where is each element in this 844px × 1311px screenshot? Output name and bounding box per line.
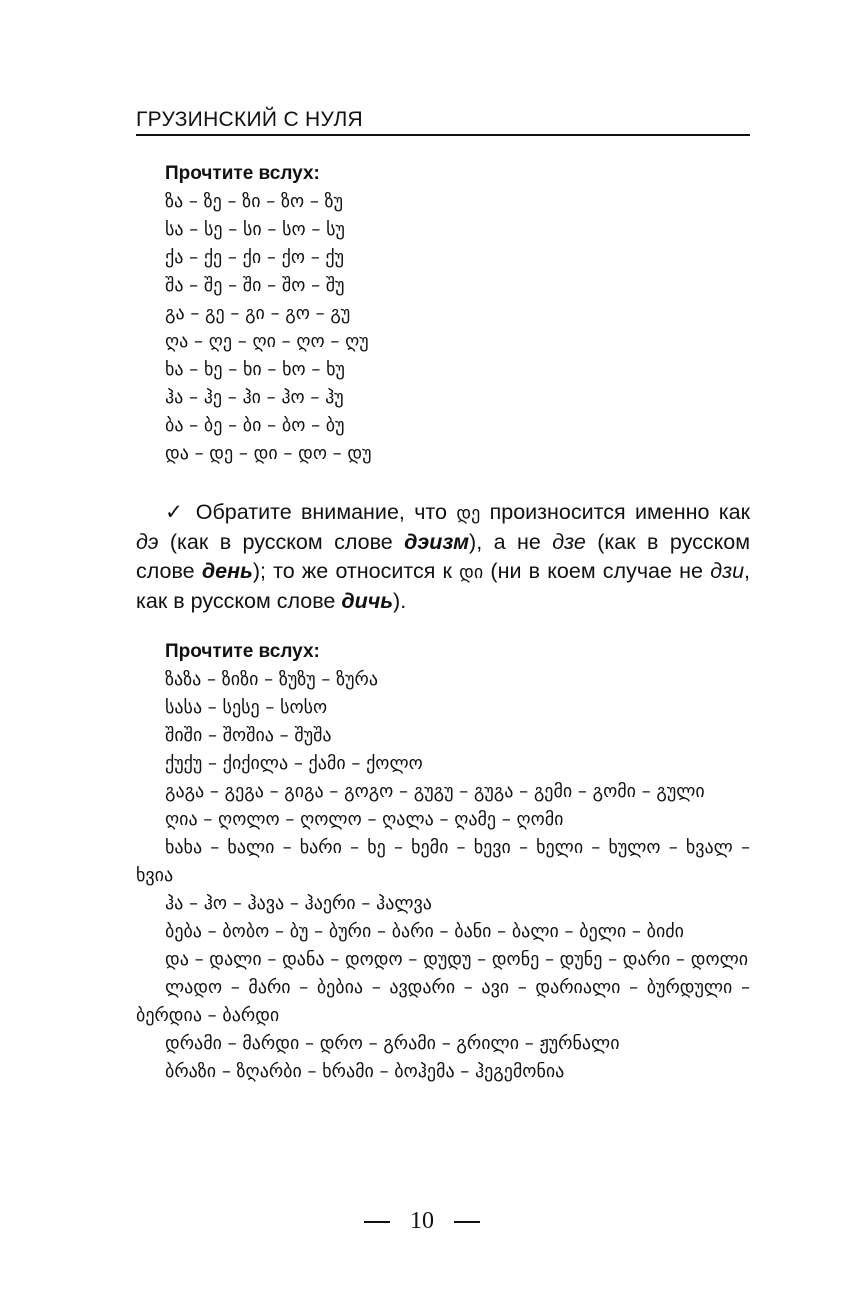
- syllable-row: ქა – ქე – ქი – ქო – ქუ: [165, 247, 345, 268]
- exercise-2: [136, 638, 750, 1086]
- note-text: (как в русском слове: [136, 530, 751, 583]
- word-row: ბება – ბობო – ბუ – ბური – ბარი – ბანი – ბალი – ბელი – ბიძი: [165, 921, 684, 942]
- note-text: ); то же относится к: [252, 559, 460, 583]
- exercise-2-heading: Прочтите вслух:: [165, 641, 320, 662]
- word-row: ქუქუ – ქიქილა – ქამი – ქოლო: [165, 753, 423, 774]
- exercise-1-heading: Прочтите вслух:: [165, 163, 320, 184]
- note-text: ), а не: [469, 530, 553, 554]
- note-italic: дэ: [136, 530, 159, 554]
- word-row: ზაზა – ზიზი – ზუზუ – ზურა: [165, 669, 378, 690]
- syllable-row: გა – გე – გი – გო – გუ: [165, 303, 351, 324]
- checkmark-icon: ✓: [165, 500, 187, 524]
- note-text: ).: [393, 589, 407, 613]
- word-row: ჰა – ჰო – ჰავა – ჰაერი – ჰალვა: [165, 893, 432, 914]
- word-row: ლადო – მარი – ბებია – ავდარი – ავი – დარიალი – ბურდული – ბერდია – ბარდი: [136, 977, 750, 1026]
- syllable-row: შა – შე – ში – შო – შუ: [165, 275, 345, 296]
- word-row: ხახა – ხალი – ხარი – ხე – ხემი – ხევი – ხელი – ხულო – ხვალ – ხვია: [136, 837, 750, 886]
- note-text: произносится именно как: [480, 500, 751, 524]
- syllable-row: და – დე – დი – დო – დუ: [165, 443, 372, 464]
- word-row: შიში – შოშია – შუშა: [165, 725, 332, 746]
- word-row: დრამი – მარდი – დრო – გრამი – გრილი – ჟურნალი: [165, 1033, 620, 1054]
- page-number: [0, 1208, 844, 1235]
- note-text: (как в русском слове: [158, 530, 405, 554]
- note-text: , как в русском слове: [136, 559, 751, 613]
- note-text: (ни в коем случае не: [483, 559, 711, 583]
- dash-right: [454, 1221, 480, 1223]
- syllable-row: სა – სე – სი – სო – სუ: [165, 219, 345, 240]
- note-paragraph: [136, 498, 750, 616]
- syllable-row: ზა – ზე – ზი – ზო – ზუ: [165, 191, 343, 212]
- word-row: სასა – სესე – სოსო: [165, 697, 328, 718]
- syllable-row: ღა – ღე – ღი – ღო – ღუ: [165, 331, 369, 352]
- word-row: ღია – ღოლო – ღოლო – ღალა – ღამე – ღომი: [165, 809, 564, 830]
- note-italic: дзи: [710, 559, 745, 583]
- word-row: გაგა – გეგა – გიგა – გოგო – გუგუ – გუგა – გემი – გომი – გული: [165, 781, 705, 802]
- syllable-row: ხა – ხე – ხი – ხო – ხუ: [165, 359, 345, 380]
- note-bold: дичь: [341, 589, 394, 613]
- word-row: და – დალი – დანა – დოდო – დუდუ – დონე – დუნე – დარი – დოლი: [165, 949, 749, 970]
- note-georgian: დი: [459, 562, 484, 583]
- note-bold: дэизм: [404, 530, 470, 554]
- word-row: ბრაზი – ზღარბი – ხრამი – ბოჰემა – ჰეგემონია: [165, 1061, 565, 1082]
- running-header: ГРУЗИНСКИЙ С НУЛЯ: [136, 108, 364, 131]
- exercise-1: [165, 160, 372, 468]
- syllable-row: ჰა – ჰე – ჰი – ჰო – ჰუ: [165, 387, 344, 408]
- note-bold: день: [201, 559, 253, 583]
- syllable-row: ბა – ბე – ბი – ბო – ბუ: [165, 415, 345, 436]
- header-rule: [136, 134, 750, 136]
- note-text: Обратите внимание, что: [186, 500, 457, 524]
- pronunciation-note: [136, 498, 750, 616]
- note-georgian: დე: [456, 503, 481, 524]
- page-number-value: 10: [410, 1208, 434, 1234]
- note-italic: дзе: [552, 530, 586, 554]
- dash-left: [364, 1221, 390, 1223]
